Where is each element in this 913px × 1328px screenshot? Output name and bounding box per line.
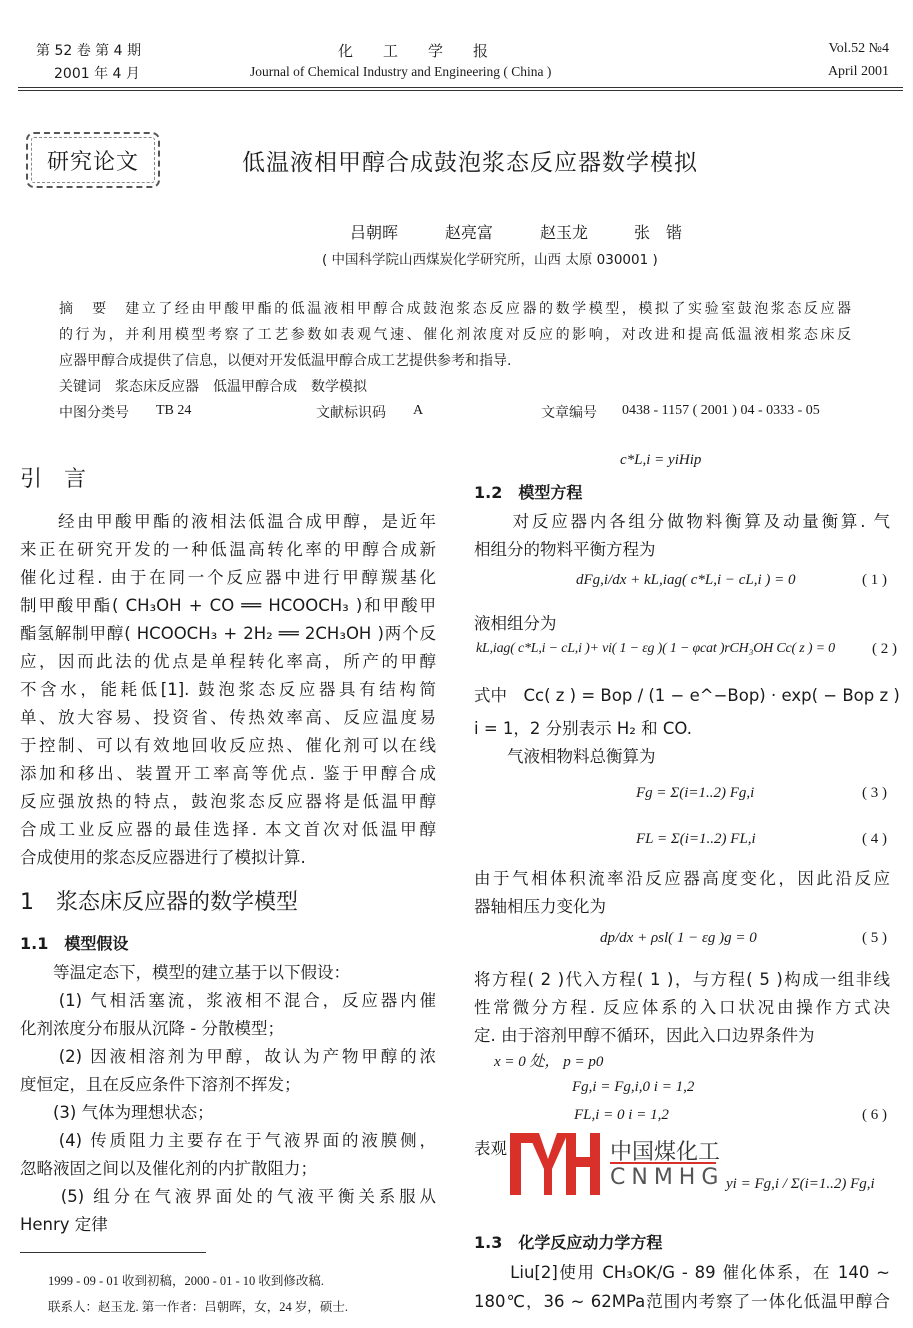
- cnmhg-logo-icon: [510, 1133, 600, 1195]
- paragraph-line: 添加和移出、装置开工率高等优点. 鉴于甲醇合成: [20, 764, 436, 782]
- section-heading: 1 浆态床反应器的数学模型: [20, 890, 298, 915]
- equation-number: ( 4 ): [862, 831, 887, 847]
- equation: x = 0 处， p = p0: [494, 1054, 604, 1070]
- paragraph-line: 等温定态下，模型的建立基于以下假设：: [20, 963, 350, 982]
- volume-issue-en: Vol.52 №4: [828, 41, 889, 56]
- column-tag: 研究论文: [26, 132, 160, 188]
- paragraph-line: (1) 气相活塞流，浆液相不混合，反应器内催: [20, 991, 436, 1009]
- paragraph-line: 合成使用的浆态反应器进行了模拟计算.: [20, 848, 306, 867]
- header-rule-2: [18, 90, 903, 91]
- paragraph-line: 相组分的物料平衡方程为: [474, 540, 656, 559]
- abstract-line: 应器甲醇合成提供了信息，以便对开发低温甲醇合成工艺提供参考和指导.: [59, 353, 512, 369]
- author: 赵亮富: [445, 223, 494, 242]
- doc-code-value: A: [413, 403, 424, 418]
- paragraph-line: 对反应器内各组分做物料衡算及动量衡算. 气: [474, 512, 890, 530]
- paragraph-line: 于控制、可以有效地回收反应热、催化剂可以在线: [20, 736, 436, 754]
- equation: kL,iag( c*L,i − cL,i )+ νi( 1 − εg )( 1 − φcat )rCH₃OH Cc( z ) = 0: [476, 641, 835, 656]
- paragraph-line: 液相组分为: [474, 614, 557, 633]
- equation-number: ( 6 ): [862, 1107, 887, 1123]
- paragraph-line: 性常微分方程. 反应体系的入口状况由操作方式决: [474, 998, 890, 1016]
- header-rule: [18, 87, 903, 88]
- date-en: April 2001: [827, 64, 889, 79]
- paragraph-line: 化剂浓度分布服从沉降 - 分散模型；: [20, 1019, 284, 1038]
- paragraph-line: 来正在研究开发的一种低温高转化率的甲醇合成新: [20, 540, 436, 558]
- paragraph-line: 将方程( 2 )代入方程( 1 )，与方程( 5 )构成一组非线: [474, 970, 890, 988]
- section-heading: 1.3 化学反应动力学方程: [474, 1233, 663, 1252]
- article-no-label: 文章编号: [541, 405, 597, 421]
- section-heading: 1.2 模型方程: [474, 483, 583, 502]
- paragraph-line: Henry 定律: [20, 1215, 108, 1234]
- paragraph-line: 应，因而此法的优点是单程转化率高，所产的甲醇: [20, 652, 436, 670]
- equation: Fg,i = Fg,i,0 i = 1,2: [572, 1079, 695, 1095]
- paragraph-line: (2) 因液相溶剂为甲醇，故认为产物甲醇的浓: [20, 1047, 436, 1065]
- paragraph-line: 忽略液固之间以及催化剂的内扩散阻力；: [20, 1159, 317, 1178]
- author: 张 锴: [634, 223, 683, 242]
- abstract-line: 摘 要 建立了经由甲酸甲酯的低温液相甲醇合成鼓泡浆态反应器的数学模型，模拟了实验室鼓泡浆态反应器: [59, 301, 851, 317]
- paragraph-line: 度恒定，且在反应条件下溶剂不挥发；: [20, 1075, 301, 1094]
- date-cn: 2001 年 4 月: [54, 66, 140, 82]
- equation: dp/dx + ρsl( 1 − εg )g = 0: [600, 930, 757, 946]
- paragraph-line: (3) 气体为理想状态；: [20, 1103, 214, 1122]
- doc-code-label: 文献标识码: [316, 405, 386, 421]
- paragraph-line: (5) 组分在气液界面处的气液平衡关系服从: [20, 1187, 436, 1205]
- paper-title: 低温液相甲醇合成鼓泡浆态反应器数学模拟: [242, 150, 698, 176]
- paragraph-line: 催化过程. 由于在同一个反应器中进行甲醇羰基化: [20, 568, 436, 586]
- watermark-divider: [610, 1162, 716, 1164]
- paragraph-line: 合成工业反应器的最佳选择. 本文首次对低温甲醇: [20, 820, 436, 838]
- equation: FL,i = 0 i = 1,2: [574, 1107, 669, 1123]
- article-no-value: 0438 - 1157 ( 2001 ) 04 - 0333 - 05: [622, 403, 820, 418]
- equation: yi = Fg,i / Σ(i=1..2) Fg,i: [726, 1176, 875, 1192]
- paragraph-line: 不含水，能耗低[1]. 鼓泡浆态反应器具有结构简: [20, 680, 436, 698]
- footnote-rule: [20, 1252, 206, 1253]
- paragraph-line: 反应强放热的特点，鼓泡浆态反应器将是低温甲醇: [20, 792, 436, 810]
- paragraph-line: 器轴相压力变化为: [474, 897, 606, 916]
- affiliation: ( 中国科学院山西煤炭化学研究所，山西 太原 030001 ): [322, 252, 658, 268]
- equation: Fg = Σ(i=1..2) Fg,i: [636, 785, 755, 801]
- abstract-line: 的行为，并利用模型考察了工艺参数如表观气速、催化剂浓度对反应的影响，对改进和提高低温液相浆态床反: [59, 327, 851, 343]
- equation-number: ( 5 ): [862, 930, 887, 946]
- paragraph-line: 定. 由于溶剂甲醇不循环，因此入口边界条件为: [474, 1026, 815, 1045]
- paragraph-line: 经由甲酸甲酯的液相法低温合成甲醇，是近年: [20, 512, 436, 530]
- section-heading: 1.1 模型假设: [20, 934, 129, 953]
- clc-value: TB 24: [156, 403, 192, 418]
- watermark-en: CNMHG: [610, 1165, 725, 1190]
- section-heading: 引 言: [20, 467, 87, 492]
- paragraph-line: 式中 Cc( z ) = Bop / (1 − e^−Bop) · exp( − Bop z ): [474, 686, 900, 705]
- equation-number: ( 1 ): [862, 572, 887, 588]
- paragraph-line: i = 1，2 分别表示 H₂ 和 CO.: [474, 719, 692, 738]
- equation: FL = Σ(i=1..2) FL,i: [636, 831, 756, 847]
- equation-number: ( 3 ): [862, 785, 887, 801]
- paragraph-line: Liu[2]使用 CH₃OK/G - 89 催化体系，在 140 ~: [474, 1263, 890, 1281]
- paragraph-line: 气液相物料总衡算为: [474, 747, 656, 766]
- clc-label: 中图分类号: [59, 405, 129, 421]
- volume-issue-cn: 第 52 卷 第 4 期: [36, 43, 141, 59]
- keywords: 关键词 浆态床反应器 低温甲醇合成 数学模拟: [59, 379, 367, 395]
- author: 赵玉龙: [540, 223, 589, 242]
- footnote-received: 1999 - 09 - 01 收到初稿，2000 - 01 - 10 收到修改稿.: [48, 1274, 325, 1288]
- author: 吕朝晖: [350, 223, 399, 242]
- paragraph-line: 180℃，36 ~ 62MPa范围内考察了一体化低温甲醇合: [474, 1292, 890, 1310]
- paragraph-line: 单、放大容易、投资省、传热效率高、反应温度易: [20, 708, 436, 726]
- equation-number: ( 2 ): [872, 641, 897, 657]
- paragraph-line: 由于气相体积流率沿反应器高度变化，因此沿反应: [474, 869, 890, 887]
- footnote-contact: 联系人：赵玉龙. 第一作者：吕朝晖，女，24 岁，硕士.: [48, 1300, 349, 1314]
- watermark-cn: 中国煤化工: [610, 1140, 721, 1165]
- watermark-logo: [510, 1133, 725, 1195]
- paragraph-line: 酯氢解制甲醇( HCOOCH₃ + 2H₂ ══ 2CH₃OH )两个反: [20, 624, 436, 642]
- paragraph-line: (4) 传质阻力主要存在于气液界面的液膜侧，: [20, 1131, 436, 1149]
- journal-title-en: Journal of Chemical Industry and Engineering ( China ): [250, 64, 552, 79]
- equation: c*L,i = yiHip: [620, 452, 702, 468]
- equation: dFg,i/dx + kL,iag( c*L,i − cL,i ) = 0: [576, 572, 796, 588]
- paragraph-line: 制甲酸甲酯( CH₃OH + CO ══ HCOOCH₃ )和甲酸甲: [20, 596, 436, 614]
- journal-title-cn: 化 工 学 报: [338, 42, 489, 60]
- paragraph-line: 表观: [474, 1139, 507, 1158]
